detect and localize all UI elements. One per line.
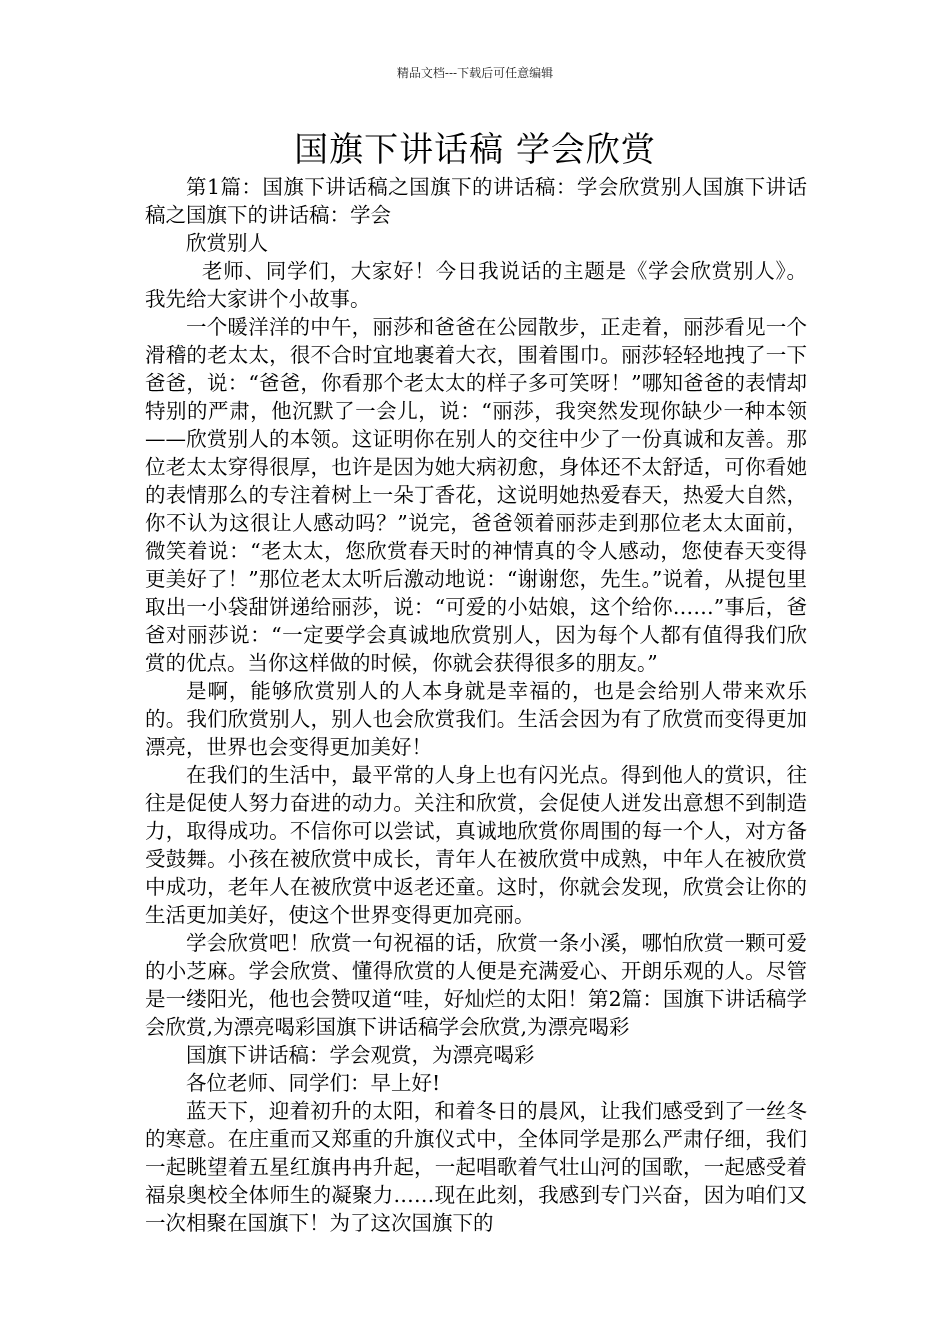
- paragraph: 一个暖洋洋的中午，丽莎和爸爸在公园散步，正走着，丽莎看见一个滑稽的老太太，很不合时宜地裹着大衣，围着围巾。丽莎轻轻地拽了一下爸爸，说：“爸爸，你看那个老太太的样子多可笑呀！”哪知爸爸的表情却特别的严肃，他沉默了一会儿，说：“丽莎，我突然发现你缺少一种本领——欣赏别人的本领。这证明你在别人的交往中少了一份真诚和友善。那位老太太穿得很厚，也许是因为她大病初愈，身体还不太舒适，可你看她的表情那么的专注着树上一朵丁香花，这说明她热爱春天，热爱大自然，你不认为这很让人感动吗？”说完，爸爸领着丽莎走到那位老太太面前，微笑着说：“老太太，您欣赏春天时的神情真的令人感动，您使春天变得更美好了！”那位老太太听后激动地说：“谢谢您，先生。”说着，从提包里取出一小袋甜饼递给丽莎，说：“可爱的小姑娘，这个给你……”事后，爸爸对丽莎说：“一定要学会真诚地欣赏别人，因为每个人都有值得我们欣赏的优点。当你这样做的时候，你就会获得很多的朋友。”: [145, 315, 807, 675]
- paragraph: 国旗下讲话稿：学会观赏，为漂亮喝彩: [186, 1043, 535, 1067]
- paragraph: 各位老师、同学们：早上好!: [186, 1071, 441, 1095]
- document-body: [145, 173, 807, 1237]
- paragraph: 老师、同学们，大家好！今日我说话的主题是《学会欣赏别人》。 我先给大家讲个小故事。: [145, 259, 807, 311]
- paragraph: 蓝天下，迎着初升的太阳，和着冬日的晨风，让我们感受到了一丝冬的寒意。在庄重而又郑重的升旗仪式中，全体同学是那么严肃仔细，我们一起眺望着五星红旗冉冉升起，一起唱歌着气壮山河的国歌，一起感受着福泉奥校全体师生的凝聚力……现在此刻，我感到专门兴奋，因为咱们又一次相聚在国旗下！为了这次国旗下的: [145, 1099, 807, 1235]
- paragraph: 在我们的生活中，最平常的人身上也有闪光点。得到他人的赏识，往往是促使人努力奋进的动力。关注和欣赏，会促使人迸发出意想不到制造力，取得成功。不信你可以尝试，真诚地欣赏你周围的每一个人，对方备受鼓舞。小孩在被欣赏中成长，青年人在被欣赏中成熟，中年人在被欣赏中成功，老年人在被欣赏中返老还童。这时，你就会发现，欣赏会让你的生活更加美好，使这个世界变得更加亮丽。: [145, 763, 807, 927]
- document-title: 国旗下讲话稿 学会欣赏: [294, 130, 656, 170]
- page-header: 精品文档---下载后可任意编辑: [396, 66, 554, 80]
- paragraph: 是啊，能够欣赏别人的人本身就是幸福的，也是会给别人带来欢乐的。我们欣赏别人，别人也会欣赏我们。生活会因为有了欣赏而变得更加漂亮，世界也会变得更加美好！: [145, 679, 807, 759]
- paragraph: 学会欣赏吧！欣赏一句祝福的话，欣赏一条小溪，哪怕欣赏一颗可爱的小芝麻。学会欣赏、懂得欣赏的人便是充满爱心、开朗乐观的人。尽管是一缕阳光，他也会赞叹道“哇，好灿烂的太阳！第2篇：国旗下讲话稿学会欣赏,为漂亮喝彩国旗下讲话稿学会欣赏,为漂亮喝彩: [145, 931, 807, 1039]
- paragraph: 第1篇：国旗下讲话稿之国旗下的讲话稿：学会欣赏别人国旗下讲话稿之国旗下的讲话稿：学会: [145, 175, 807, 227]
- paragraph: 欣赏别人: [186, 231, 268, 255]
